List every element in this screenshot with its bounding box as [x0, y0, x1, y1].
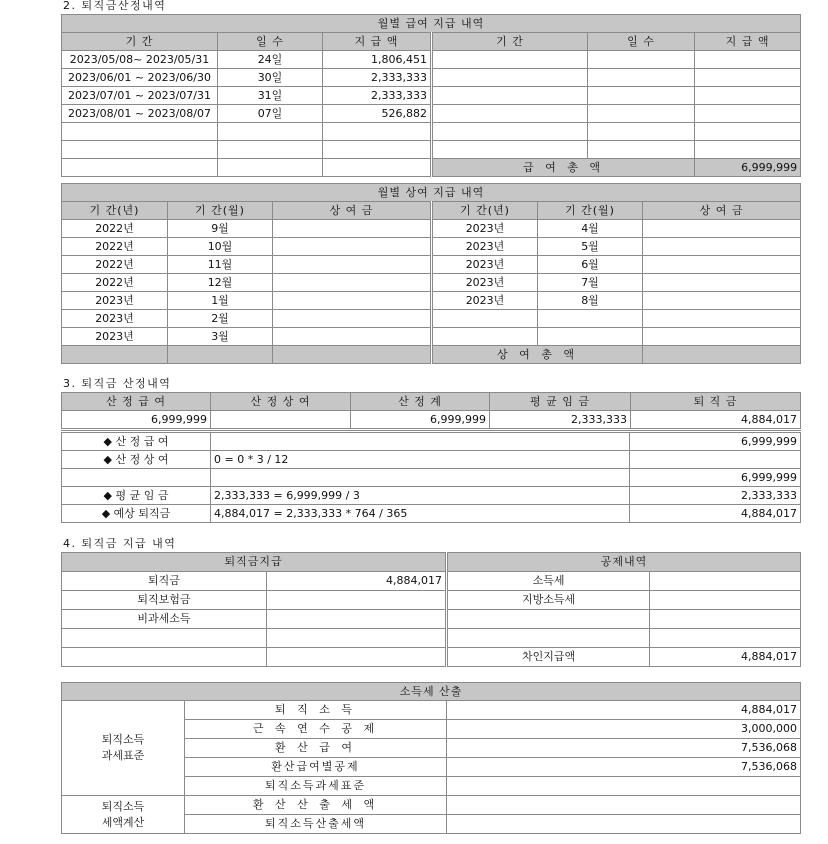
calc-header-salary: 산 정 급 여 [62, 393, 211, 411]
calc-detail-label: ◆ 예상 퇴직금 [62, 505, 211, 523]
payment-table [61, 552, 801, 667]
salary-header-amount: 지 급 액 [323, 33, 432, 51]
bonus-header-year-2: 기 간(년) [432, 202, 538, 220]
deduction-value [650, 610, 801, 629]
table-row [62, 238, 801, 256]
calc-detail-formula: 4,884,017 = 2,333,333 * 764 / 365 [211, 505, 630, 523]
tax-row-label: 퇴직소득과세표준 [185, 777, 447, 796]
section4-title: 4. 퇴직금 지급 내역 [63, 537, 177, 550]
salary-period: 2023/07/01 ~ 2023/07/31 [62, 87, 218, 105]
bonus-year: 2022년 [62, 220, 168, 238]
deduction-label [447, 610, 650, 629]
bonus-year: 2023년 [432, 274, 538, 292]
calc-detail-formula [211, 469, 630, 487]
deduction-value [650, 591, 801, 610]
calc-detail-formula [211, 433, 630, 451]
bonus-year: 2023년 [62, 292, 168, 310]
salary-total-label: 급 여 총 액 [432, 159, 695, 177]
salary-days: 31일 [218, 87, 323, 105]
salary-header-period: 기 간 [62, 33, 218, 51]
bonus-month: 4월 [538, 220, 643, 238]
tax-row-value [447, 777, 801, 796]
calc-detail-label: ◆ 산 정 상 여 [62, 451, 211, 469]
tax-row-label: 환 산 급 여 [185, 739, 447, 758]
salary-header-days-2: 일 수 [588, 33, 695, 51]
bonus-month: 6월 [538, 256, 643, 274]
tax-row-label: 환 산 산 출 세 액 [185, 796, 447, 815]
calc-header-average: 평 균 임 금 [490, 393, 631, 411]
bonus-year: 2023년 [432, 220, 538, 238]
bonus-header-amount: 상 여 금 [273, 202, 432, 220]
payment-right-header: 공제내역 [447, 553, 801, 572]
salary-period: 2023/08/01 ~ 2023/08/07 [62, 105, 218, 123]
table-row [62, 328, 801, 346]
payment-label: 퇴직보험금 [62, 591, 267, 610]
bonus-year: 2023년 [432, 292, 538, 310]
payment-value [267, 610, 447, 629]
salary-amount: 2,333,333 [323, 87, 432, 105]
salary-period: 2023/06/01 ~ 2023/06/30 [62, 69, 218, 87]
salary-table [61, 14, 801, 177]
salary-title: 월별 급여 지급 내역 [62, 15, 801, 33]
section2-title: 2. 퇴직금산정내역 [63, 0, 167, 12]
bonus-year: 2022년 [62, 274, 168, 292]
calc-detail-value [630, 451, 801, 469]
table-row [62, 591, 801, 610]
table-row [62, 87, 801, 105]
calc-detail-formula: 0 = 0 * 3 / 12 [211, 451, 630, 469]
bonus-year: 2023년 [62, 310, 168, 328]
table-row [62, 469, 801, 487]
table-row [62, 505, 801, 523]
table-row [62, 310, 801, 328]
table-row [62, 274, 801, 292]
table-row [62, 105, 801, 123]
bonus-month: 9월 [168, 220, 273, 238]
bonus-month: 3월 [168, 328, 273, 346]
salary-header-period-2: 기 간 [432, 33, 588, 51]
payment-left-header: 퇴직금지급 [62, 553, 447, 572]
calc-detail-value: 6,999,999 [630, 469, 801, 487]
table-row [62, 433, 801, 451]
net-payment-value: 4,884,017 [650, 648, 801, 667]
salary-header-amount-2: 지 급 액 [695, 33, 801, 51]
table-row [62, 487, 801, 505]
tax-row-value: 3,000,000 [447, 720, 801, 739]
salary-days: 24일 [218, 51, 323, 69]
tax-group-standard: 퇴직소득 과세표준 [62, 701, 185, 796]
salary-amount: 2,333,333 [323, 69, 432, 87]
table-row [62, 51, 801, 69]
table-row [62, 69, 801, 87]
bonus-month: 2월 [168, 310, 273, 328]
payment-value: 4,884,017 [267, 572, 447, 591]
tax-row-label: 근 속 연 수 공 제 [185, 720, 447, 739]
calc-detail-label [62, 469, 211, 487]
salary-amount: 526,882 [323, 105, 432, 123]
calc-sum-value: 6,999,999 [351, 411, 490, 430]
payment-value [267, 591, 447, 610]
bonus-table [61, 183, 801, 364]
calc-detail-formula: 2,333,333 = 6,999,999 / 3 [211, 487, 630, 505]
deduction-value [650, 629, 801, 648]
bonus-month: 10월 [168, 238, 273, 256]
salary-period: 2023/05/08~ 2023/05/31 [62, 51, 218, 69]
table-row [62, 220, 801, 238]
payment-label [62, 648, 267, 667]
bonus-header-year: 기 간(년) [62, 202, 168, 220]
net-payment-label: 차인지급액 [447, 648, 650, 667]
table-row [62, 451, 801, 469]
bonus-year: 2023년 [62, 328, 168, 346]
calc-bonus-value [211, 411, 351, 430]
bonus-month: 12월 [168, 274, 273, 292]
tax-row-value [447, 796, 801, 815]
deduction-label [447, 629, 650, 648]
salary-header-days: 일 수 [218, 33, 323, 51]
calc-salary-value: 6,999,999 [62, 411, 211, 430]
tax-row-value [447, 815, 801, 834]
bonus-total-label: 상 여 총 액 [432, 346, 643, 364]
calc-detail-value: 4,884,017 [630, 505, 801, 523]
table-row [62, 629, 801, 648]
payment-label [62, 629, 267, 648]
bonus-header-month: 기 간(월) [168, 202, 273, 220]
bonus-year: 2023년 [432, 238, 538, 256]
bonus-year: 2023년 [432, 256, 538, 274]
tax-row-value: 7,536,068 [447, 758, 801, 777]
bonus-month: 5월 [538, 238, 643, 256]
salary-amount: 1,806,451 [323, 51, 432, 69]
calc-average-value: 2,333,333 [490, 411, 631, 430]
deduction-label: 지방소득세 [447, 591, 650, 610]
bonus-month: 1월 [168, 292, 273, 310]
section3-title: 3. 퇴직금 산정내역 [63, 377, 172, 390]
salary-days: 30일 [218, 69, 323, 87]
payment-value [267, 629, 447, 648]
deduction-value [650, 572, 801, 591]
table-row [62, 610, 801, 629]
table-row [62, 648, 801, 667]
calc-header-severance: 퇴 직 금 [631, 393, 801, 411]
calc-detail-label: ◆ 평 균 임 금 [62, 487, 211, 505]
bonus-header-month-2: 기 간(월) [538, 202, 643, 220]
calc-detail-value: 6,999,999 [630, 433, 801, 451]
calc-detail-table [61, 432, 801, 523]
bonus-month: 11월 [168, 256, 273, 274]
tax-row-label: 환산급여별공제 [185, 758, 447, 777]
salary-total-value: 6,999,999 [695, 159, 801, 177]
payment-label: 퇴직금 [62, 572, 267, 591]
bonus-header-amount-2: 상 여 금 [643, 202, 801, 220]
calc-header-bonus: 산 정 상 여 [211, 393, 351, 411]
tax-row-value: 7,536,068 [447, 739, 801, 758]
payment-value [267, 648, 447, 667]
calc-detail-value: 2,333,333 [630, 487, 801, 505]
deduction-label: 소득세 [447, 572, 650, 591]
bonus-title: 월별 상여 지급 내역 [62, 184, 801, 202]
table-row [62, 572, 801, 591]
payment-label: 비과세소득 [62, 610, 267, 629]
tax-row-label: 퇴 직 소 득 [185, 701, 447, 720]
calc-table [61, 392, 801, 431]
bonus-year: 2022년 [62, 238, 168, 256]
tax-table [61, 682, 801, 834]
calc-detail-label: ◆ 산 정 급 여 [62, 433, 211, 451]
salary-days: 07일 [218, 105, 323, 123]
tax-row-label: 퇴직소득산출세액 [185, 815, 447, 834]
tax-row-value: 4,884,017 [447, 701, 801, 720]
tax-title: 소득세 산출 [62, 683, 801, 701]
calc-severance-value: 4,884,017 [631, 411, 801, 430]
table-row [62, 292, 801, 310]
tax-group-calc: 퇴직소득 세액계산 [62, 796, 185, 834]
bonus-year: 2022년 [62, 256, 168, 274]
calc-header-sum: 산 정 계 [351, 393, 490, 411]
table-row [62, 256, 801, 274]
bonus-month: 8월 [538, 292, 643, 310]
bonus-month: 7월 [538, 274, 643, 292]
